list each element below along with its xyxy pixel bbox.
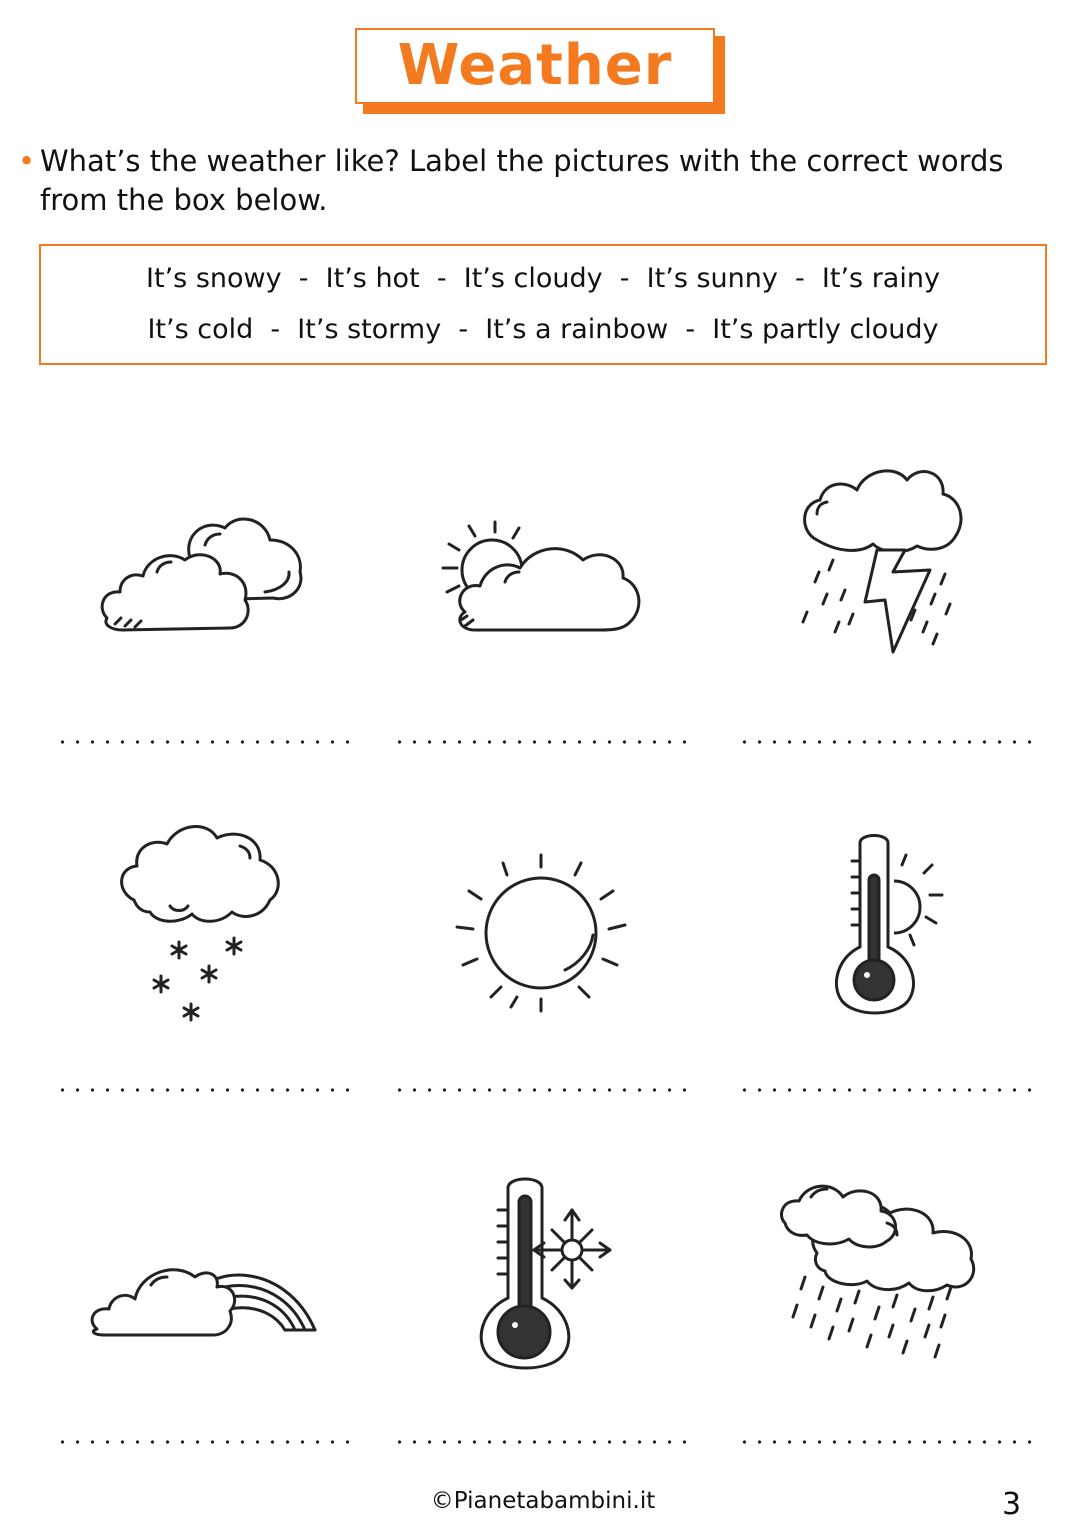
hot-thermometer-icon <box>820 825 950 1020</box>
cold-thermometer-icon <box>470 1170 620 1375</box>
answer-line-5[interactable] <box>392 1085 692 1095</box>
answer-line-1[interactable] <box>55 737 355 747</box>
rain-cloud-icon <box>775 1175 990 1375</box>
sun-behind-cloud-icon <box>435 520 650 640</box>
word-box-line-2: It’s cold - It’s stormy - It’s a rainbow - It’s partly cloudy <box>147 314 939 345</box>
word-box-line-1: It’s snowy - It’s hot - It’s cloudy - It’s sunny - It’s rainy <box>146 263 940 294</box>
copyright-footer: ©Pianetabambini.it <box>430 1488 656 1514</box>
answer-line-2[interactable] <box>392 737 692 747</box>
answer-line-9[interactable] <box>737 1437 1037 1447</box>
word-box <box>39 244 1047 365</box>
answer-line-4[interactable] <box>55 1085 355 1095</box>
title-banner <box>355 28 719 108</box>
two-clouds-icon <box>95 510 310 640</box>
bullet: • <box>18 144 36 178</box>
answer-line-8[interactable] <box>392 1437 692 1447</box>
answer-line-3[interactable] <box>737 737 1037 747</box>
rainbow-cloud-icon <box>85 1255 325 1345</box>
answer-line-6[interactable] <box>737 1085 1037 1095</box>
instruction-text: What’s the weather like? Label the pictures with the correct words from the box below. <box>40 144 1004 217</box>
storm-cloud-icon <box>795 462 970 662</box>
sun-icon <box>445 845 635 1015</box>
answer-line-7[interactable] <box>55 1437 355 1447</box>
page-number: 3 <box>1002 1487 1022 1522</box>
title-box <box>355 28 715 104</box>
page-title: Weather <box>397 33 673 98</box>
snow-cloud-icon <box>112 820 292 1025</box>
